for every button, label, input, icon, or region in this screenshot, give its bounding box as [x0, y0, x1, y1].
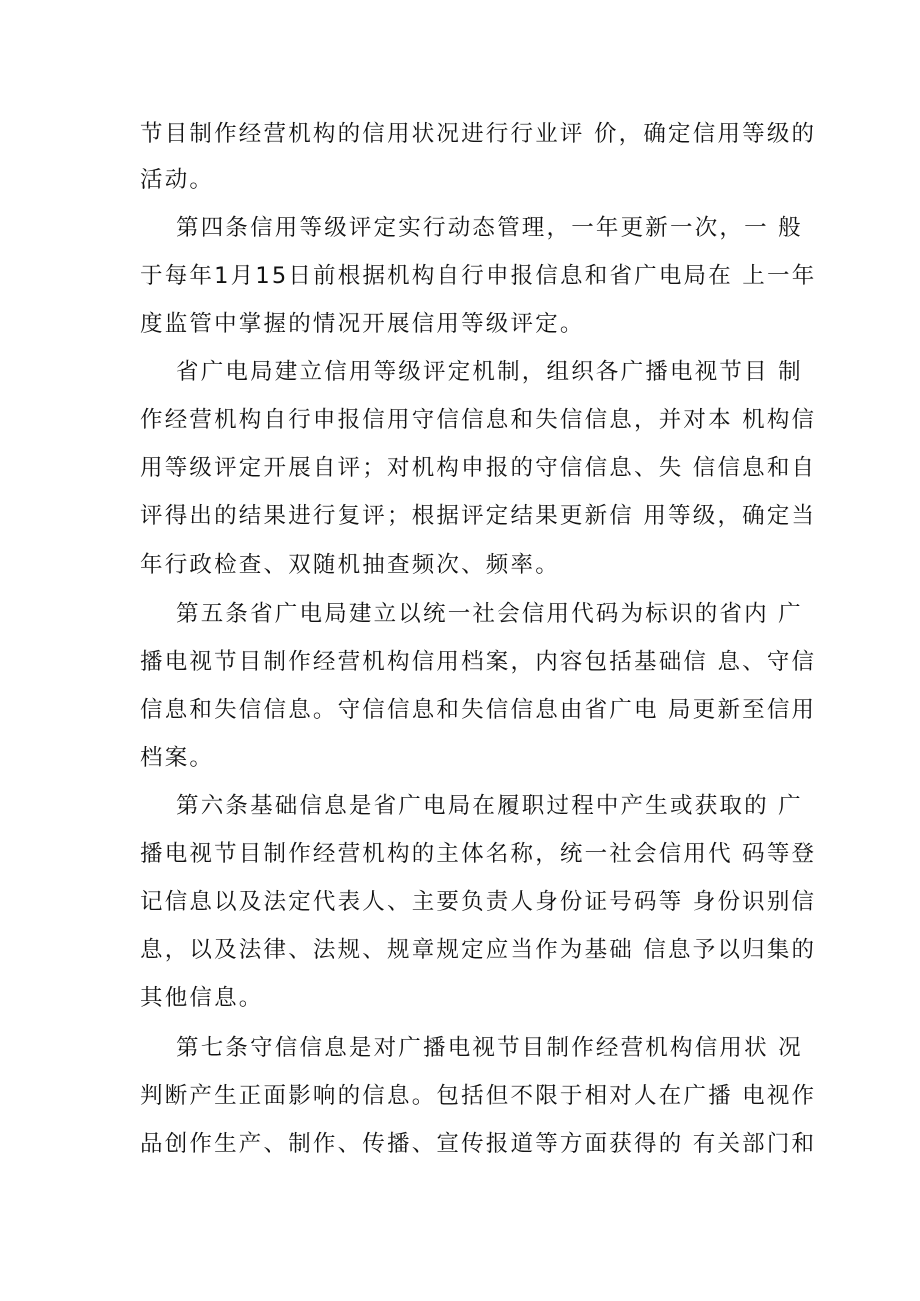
text-line-9: 评得出的结果进行复评；根据评定结果更新信 用等级，确定当 [140, 503, 817, 529]
text-line-15: 第六条基础信息是省广电局在履职过程中产生或获取的 广 [176, 793, 803, 819]
text-line-12: 播电视节目制作经营机构信用档案，内容包括基础信 息、守信 [140, 649, 817, 675]
text-line-19: 其他信息。 [140, 985, 264, 1011]
text-line-16: 播电视节目制作经营机构的主体名称，统一社会信用代 码等登 [140, 841, 817, 867]
text-line-5: 度监管中掌握的情况开展信用等级评定。 [140, 311, 585, 337]
text-line-21: 判断产生正面影响的信息。包括但不限于相对人在广播 电视作 [140, 1083, 817, 1109]
text-line-8: 用等级评定开展自评；对机构申报的守信信息、失 信信息和自 [140, 455, 817, 481]
text-line-11: 第五条省广电局建立以统一社会信用代码为标识的省内 广 [176, 601, 803, 627]
text-line-20: 第七条守信信息是对广播电视节目制作经营机构信用状 况 [176, 1035, 803, 1061]
text-line-18: 息，以及法律、法规、规章规定应当作为基础 信息予以归集的 [140, 937, 817, 963]
text-line-10: 年行政检查、双随机抽查频次、频率。 [140, 552, 560, 578]
text-line-7: 作经营机构自行申报信用守信信息和失信信息，并对本 机构信 [140, 407, 817, 433]
text-line-1: 节目制作经营机构的信用状况进行行业评 价，确定信用等级的 [140, 121, 817, 147]
text-line-6: 省广电局建立信用等级评定机制，组织各广播电视节目 制 [176, 359, 803, 385]
text-line-2: 活动。 [140, 167, 215, 193]
text-line-22: 品创作生产、制作、传播、宣传报道等方面获得的 有关部门和 [140, 1131, 817, 1157]
text-line-17: 记信息以及法定代表人、主要负责人身份证号码等 身份识别信 [140, 889, 817, 915]
text-line-4: 于每年1月15日前根据机构自行申报信息和省广电局在 上一年 [140, 263, 817, 289]
text-line-3: 第四条信用等级评定实行动态管理，一年更新一次，一 般 [176, 215, 803, 241]
text-line-14: 档案。 [140, 745, 215, 771]
text-line-13: 信息和失信信息。守信信息和失信信息由省广电 局更新至信用 [140, 697, 817, 723]
